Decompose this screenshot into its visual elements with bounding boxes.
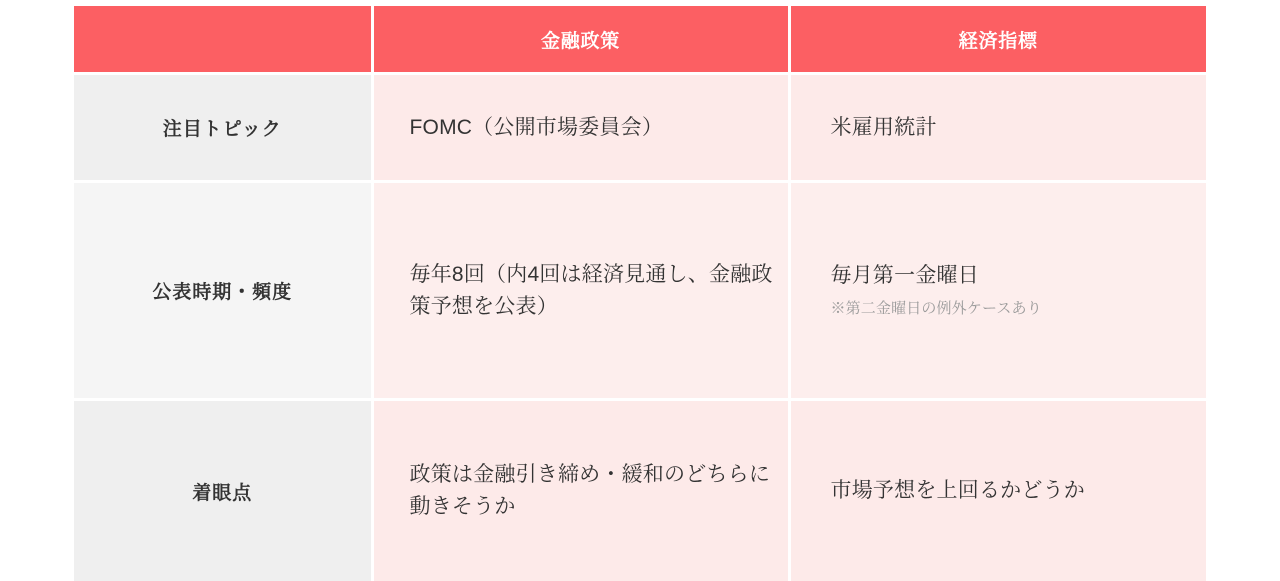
cell-focus-economic-indicator-text: 市場予想を上回るかどうか [831, 475, 1207, 507]
cell-topic-monetary-policy-text: FOMC（公開市場委員会） [410, 112, 788, 144]
row-label-topic: 注目トピック [74, 74, 372, 182]
table-row [74, 74, 1206, 182]
cell-focus-economic-indicator [789, 400, 1206, 581]
cell-focus-monetary-policy [372, 400, 789, 581]
cell-frequency-economic-indicator-note: ※第二金曜日の例外ケースあり [831, 298, 1207, 321]
row-label-frequency: 公表時期・頻度 [74, 182, 372, 400]
table-body [74, 74, 1206, 581]
header-corner-cell [74, 6, 372, 74]
cell-frequency-monetary-policy [372, 182, 789, 400]
cell-topic-monetary-policy [372, 74, 789, 182]
cell-topic-economic-indicator-text: 米雇用統計 [831, 112, 1207, 144]
cell-frequency-economic-indicator-text: 毎月第一金曜日 [831, 260, 1207, 292]
table-row [74, 182, 1206, 400]
table-row [74, 400, 1206, 581]
table-header [74, 6, 1206, 74]
header-row [74, 6, 1206, 74]
header-cell-economic-indicator: 経済指標 [789, 6, 1206, 74]
cell-frequency-monetary-policy-text: 毎年8回（内4回は経済見通し、金融政策予想を公表） [410, 259, 788, 323]
cell-topic-economic-indicator [789, 74, 1206, 182]
header-cell-monetary-policy: 金融政策 [372, 6, 789, 74]
row-label-focus-point: 着眼点 [74, 400, 372, 581]
cell-frequency-economic-indicator [789, 182, 1206, 400]
comparison-table [74, 6, 1206, 581]
cell-focus-monetary-policy-text: 政策は金融引き締め・緩和のどちらに動きそうか [410, 459, 788, 523]
